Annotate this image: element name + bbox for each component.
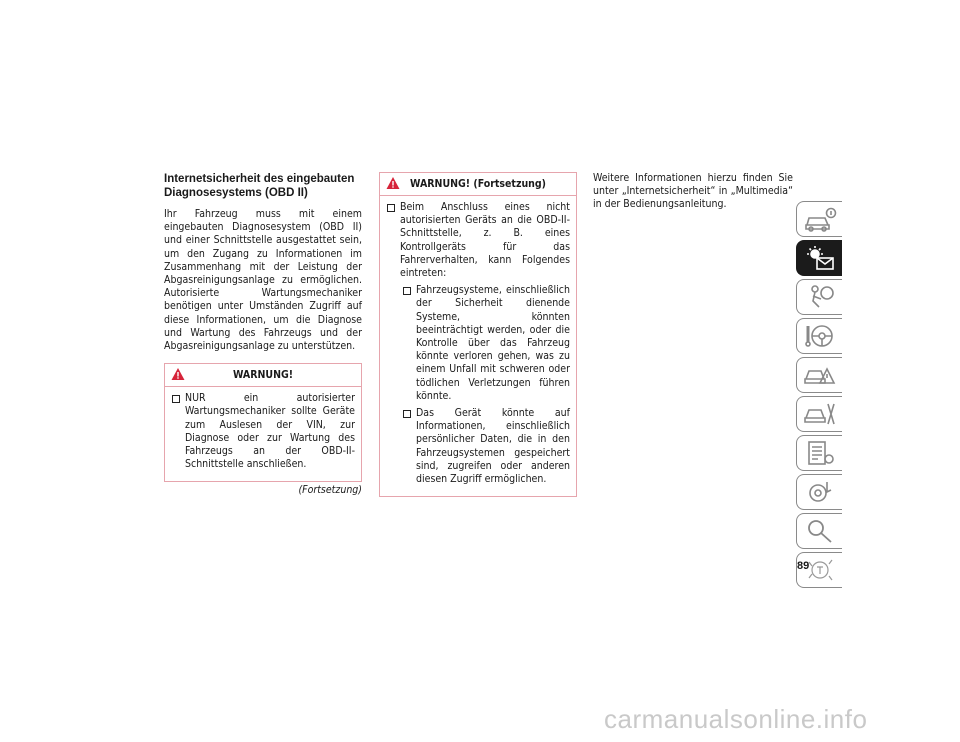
warning-title: WARNUNG!: [232, 369, 294, 382]
warning-body: [165, 387, 361, 481]
tab-service[interactable]: [796, 396, 842, 432]
tab-emergency[interactable]: [796, 357, 842, 393]
dashboard-lights-icon: [803, 244, 837, 272]
checkbox-bullet-icon: [172, 395, 180, 403]
column-left: [164, 172, 362, 498]
steering-wheel-icon: [803, 322, 837, 350]
warning-header: [380, 173, 576, 196]
tab-dashboard[interactable]: [796, 240, 842, 276]
continued-note: (Fortsetzung): [298, 484, 362, 497]
checkbox-bullet-icon: [403, 410, 411, 418]
column-right: [593, 172, 793, 212]
multimedia-icon: [803, 478, 837, 506]
chapter-tabs: [796, 201, 842, 591]
car-warning-icon: [803, 361, 837, 389]
checkbox-bullet-icon: [403, 287, 411, 295]
tab-safety[interactable]: [796, 279, 842, 315]
more-info-paragraph: Weitere Informationen hierzu finden Sie unter „Internetsicherheit“ in „Multimedia“ in der Bedienungsanleitung.: [593, 172, 793, 211]
tab-specifications[interactable]: [796, 435, 842, 471]
airbag-person-icon: [803, 283, 837, 311]
warning-box-continued: [379, 172, 577, 497]
car-service-tools-icon: [803, 400, 837, 428]
warning-triangle-icon: [386, 176, 400, 190]
warning-subitem: Fahrzeugsysteme, einschließlich der Sicherheit dienende Systeme, könnten beeinträchtigt werden, oder die Kontrolle über das Fahrzeug könnte verloren gehen, was zu einem Unfall mit schweren oder tödlichen Verletzungen führen könnte.: [402, 284, 570, 403]
column-middle: [379, 172, 577, 497]
tab-index[interactable]: [796, 513, 842, 549]
warning-body: [380, 196, 576, 496]
section-heading: Internetsicherheit des eingebauten Diagnosesystems (OBD II): [164, 173, 355, 199]
warning-title: WARNUNG! (Fortsetzung): [410, 178, 546, 190]
car-info-icon: [803, 205, 837, 233]
tab-car-info[interactable]: [796, 201, 842, 237]
warning-subitem: Das Gerät könnte auf Informationen, einschließlich persönlicher Daten, die in den Fahrzeugsystemen gespeichert sind, zugreifen oder anderen diesen Zugriff ermöglichen.: [402, 407, 570, 486]
warning-item: NUR ein autorisierter Wartungsmechaniker sollte Geräte zum Auslesen der VIN, zur Diagnose oder zur Wartung des Fahrzeugs an der OBD-II-Schnittstelle anschließen.: [171, 392, 355, 471]
tab-driving[interactable]: [796, 318, 842, 354]
warning-box: [164, 363, 362, 482]
page-number: 89: [797, 560, 810, 572]
intro-paragraph: Ihr Fahrzeug muss mit einem eingebauten Diagnosesystem (OBD II) und einer Schnittstelle ausgestattet sein, um den Zugang zu Informationen im Zusammenhang mit der Leistung der Abgasreinigungsanlage zu ermöglichen. Autorisierte Wartungsmechaniker benötigen unter Umständen Zugriff auf diese Informationen, um die Diagnose und Wartung des Fahrzeugs und der Abgasreinigungsanlage zu unterstützen.: [164, 208, 362, 353]
warning-triangle-icon: [171, 367, 185, 381]
tab-multimedia[interactable]: [796, 474, 842, 510]
specifications-list-icon: [803, 439, 837, 467]
checkbox-bullet-icon: [387, 204, 395, 212]
warning-header: [165, 364, 361, 387]
search-index-icon: [803, 517, 837, 545]
warning-item: Beim Anschluss eines nicht autorisierten Geräts an die OBD-II-Schnittstelle, z. B. eines Kontrollgeräts für das Fahrerverhalten, kann Folgendes eintreten:: [386, 201, 570, 280]
watermark: carmanualsonline.info: [604, 704, 868, 734]
